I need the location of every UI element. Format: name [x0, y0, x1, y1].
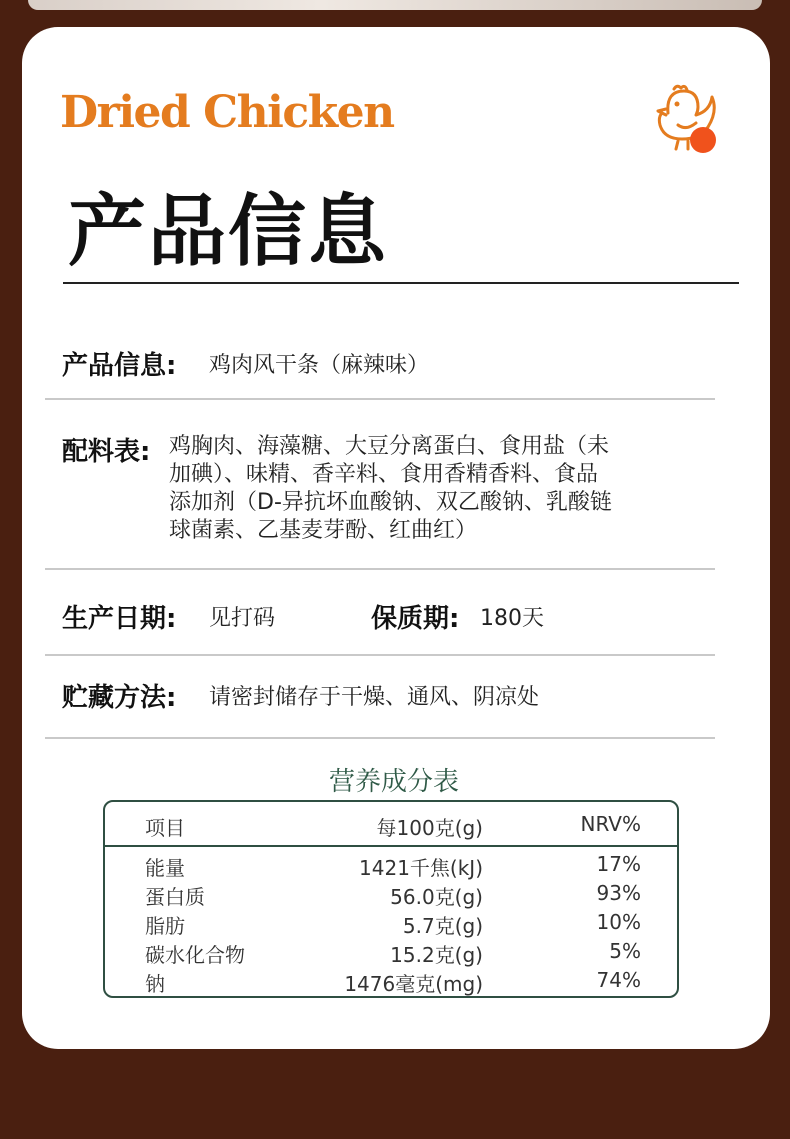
storage-value: 请密封储存于干燥、通风、阴凉处	[209, 685, 540, 710]
title-divider	[63, 282, 739, 284]
page-title: 产品信息	[68, 187, 389, 277]
ingredients-line: 添加剂（D-异抗坏血酸钠、双乙酸钠、乳酸链	[169, 490, 612, 515]
nutrient-nrv: 5%	[609, 939, 641, 963]
nutrient-name: 钠	[145, 972, 165, 996]
nutrient-amount: 5.7克(g)	[402, 914, 483, 938]
storage-label: 贮藏方法:	[62, 683, 177, 713]
divider	[45, 398, 715, 400]
production-date-label: 生产日期:	[62, 604, 177, 634]
header-per100g: 每100克(g)	[376, 816, 483, 840]
ingredients-line: 球菌素、乙基麦芽酚、红曲红）	[169, 518, 478, 543]
product-info-card	[22, 27, 770, 1049]
nutrition-table	[103, 800, 679, 998]
product-name-label: 产品信息:	[62, 351, 177, 381]
ingredients-line: 加碘）、味精、香辛料、食用香精香料、食品	[169, 462, 599, 487]
brand-name: Dried Chicken	[60, 87, 394, 138]
nutrition-title: 营养成分表	[328, 767, 459, 797]
header-item: 项目	[145, 816, 185, 840]
divider	[45, 737, 715, 739]
table-header-rule	[105, 845, 677, 847]
product-name-value: 鸡肉风干条（麻辣味）	[209, 353, 430, 378]
nutrient-nrv: 17%	[596, 852, 641, 876]
table-header	[105, 802, 677, 846]
divider	[45, 654, 715, 656]
chick-icon	[644, 79, 724, 159]
nutrient-nrv: 10%	[596, 910, 641, 934]
shelf-life-value: 180天	[480, 606, 544, 631]
nutrient-amount: 15.2克(g)	[390, 943, 483, 967]
nutrient-name: 蛋白质	[145, 885, 205, 909]
top-image-strip	[28, 0, 762, 10]
nutrient-name: 脂肪	[145, 914, 185, 938]
nutrient-name: 能量	[145, 856, 185, 880]
nutrient-name: 碳水化合物	[145, 943, 245, 967]
ingredients-line: 鸡胸肉、海藻糖、大豆分离蛋白、食用盐（未	[169, 434, 610, 459]
ingredients-label: 配料表:	[62, 437, 151, 467]
ingredients-text	[169, 433, 659, 545]
nutrient-nrv: 74%	[596, 968, 641, 992]
shelf-life-label: 保质期:	[371, 604, 460, 634]
divider	[45, 568, 715, 570]
production-date-value: 见打码	[209, 606, 276, 631]
nutrient-nrv: 93%	[596, 881, 641, 905]
nutrient-amount: 1476毫克(mg)	[344, 972, 483, 996]
nutrient-amount: 56.0克(g)	[390, 885, 483, 909]
header-nrv: NRV%	[580, 812, 641, 836]
nutrient-amount: 1421千焦(kJ)	[359, 856, 483, 880]
